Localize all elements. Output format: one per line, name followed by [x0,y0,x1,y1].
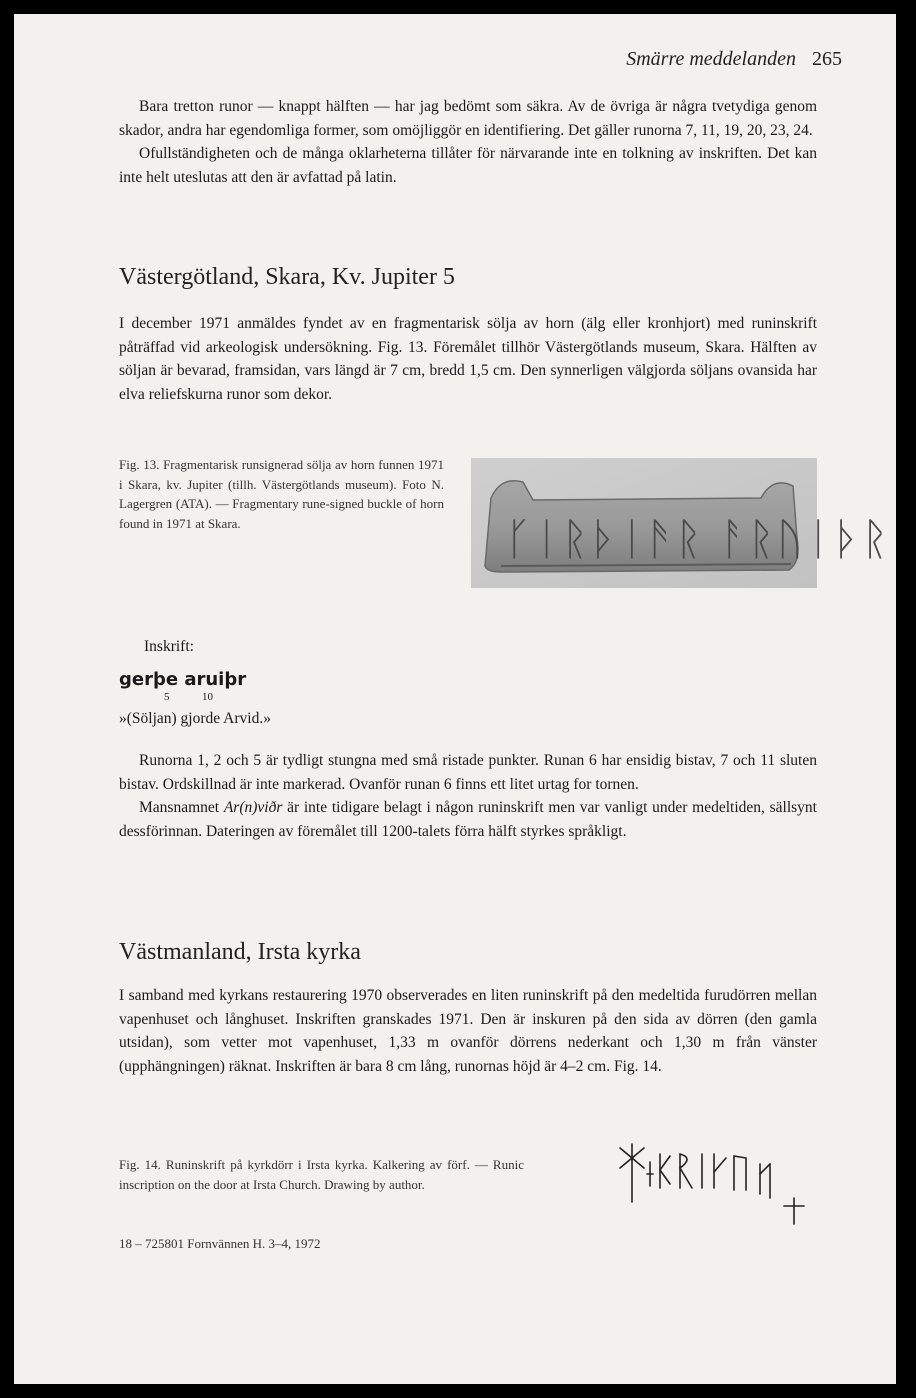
intro-text [119,95,817,189]
inscription-label: Inskrift: [144,638,194,655]
skara-paragraph-1: I december 1971 anmäldes fyndet av en fragmentarisk sölja av horn (älg eller kronhjort) med runinskrift påträffad vid arkeologisk undersökning. Fig. 13. Föremålet tillhör Västergötlands museum, Skara. Hälften av söljan är bevarad, framsidan, vars längd är 7 cm, bredd 1,5 cm. Den synnerligen välgjorda söljans ovansida har elva reliefskurna runor som dekor. [119,315,817,403]
page-number: 265 [812,48,842,70]
buckle-runes: ᚴᛁᚱᚦᛁᚫᚱ ᚨᚱᚢᛁᚦᚱ [505,514,891,565]
section-heading-irsta: Västmanland, Irsta kyrka [119,939,361,965]
intro-paragraph-2: Ofullständigheten och de många oklarheterna tillåter för närvarande inte en tolkning av inskriften. Det kan inte helt uteslutas att den är avfattad på latin. [119,145,817,186]
section-irsta-text [119,984,817,1078]
rune-number-10: 10 [202,691,213,703]
intro-paragraph-1: Bara tretton runor — knappt hälften — har jag bedömt som säkra. Av de övriga är några tvetydiga genom skador, andra har egendomliga former, som omöjliggör en identifiering. Det gäller runorna 7, 11, 19, 20, 23, 24. [119,98,817,139]
inscription-transliteration: gerþe aruiþr [119,669,247,690]
rune-number-5: 5 [164,691,170,703]
page-footer: 18 – 725801 Fornvännen H. 3–4, 1972 [119,1236,321,1251]
paragraph-3-end: är inte tidigare belagt i någon runinskrift men var vanligt under medeltiden, sällsynt dessförinnan. Dateringen av föremålet till 1200-talets förra hälft styrkes språkligt. [119,799,817,840]
running-head [454,48,842,71]
paragraph-3-start: Mansnamnet [139,799,224,816]
irsta-paragraph-1: I samband med kyrkans restaurering 1970 observerades en liten runinskrift på den medeltida furudörren mellan vapenhuset och långhuset. Inskriften granskades 1971. Den är inskuren på den sida av dörren (den gamla utsidan), som vetter mot vapenhuset, 1,33 m ovanför dörrens nederkant och 1,30 m från vänster (upphängningen) räknat. Inskriften är bara 8 cm lång, runornas höjd är 4–2 cm. Fig. 14. [119,987,817,1075]
section-heading-skara: Västergötland, Skara, Kv. Jupiter 5 [119,264,455,290]
skara-paragraph-2: Runorna 1, 2 och 5 är tydligt stungna med små ristade punkter. Runan 6 har ensidig bistav, 7 och 11 sluten bistav. Ordskillnad är inte markerad. Ovanför runan 6 finns ett litet urtag for tornen. [119,752,817,793]
skara-paragraph-3 [119,796,817,843]
buckle-photo-image [471,458,891,588]
personal-name-arnvidr: Ar(n)viðr [223,799,283,816]
figure-13-caption: Fig. 13. Fragmentarisk runsignerad sölja av horn funnen 1971 i Skara, kv. Jupiter (tillh. Västergötlands museum). Foto N. Lagergren (ATA). — Fragmentary rune-signed buckle of horn found in 1971 at Skara. [119,457,444,531]
inscription-translation: »(Söljan) gjorde Arvid.» [119,710,271,727]
figure-13-photo [471,458,891,588]
section-skara-discussion [119,749,817,843]
figure-14-caption: Fig. 14. Runinskrift på kyrkdörr i Irsta kyrka. Kalkering av förf. — Runic inscription on the door at Irsta Church. Drawing by author. [119,1157,524,1192]
figure-14-rune-drawing [614,1140,824,1230]
section-skara-paragraph-1 [119,312,817,406]
running-head-title: Smärre meddelanden [626,48,796,70]
journal-page [14,14,896,1384]
